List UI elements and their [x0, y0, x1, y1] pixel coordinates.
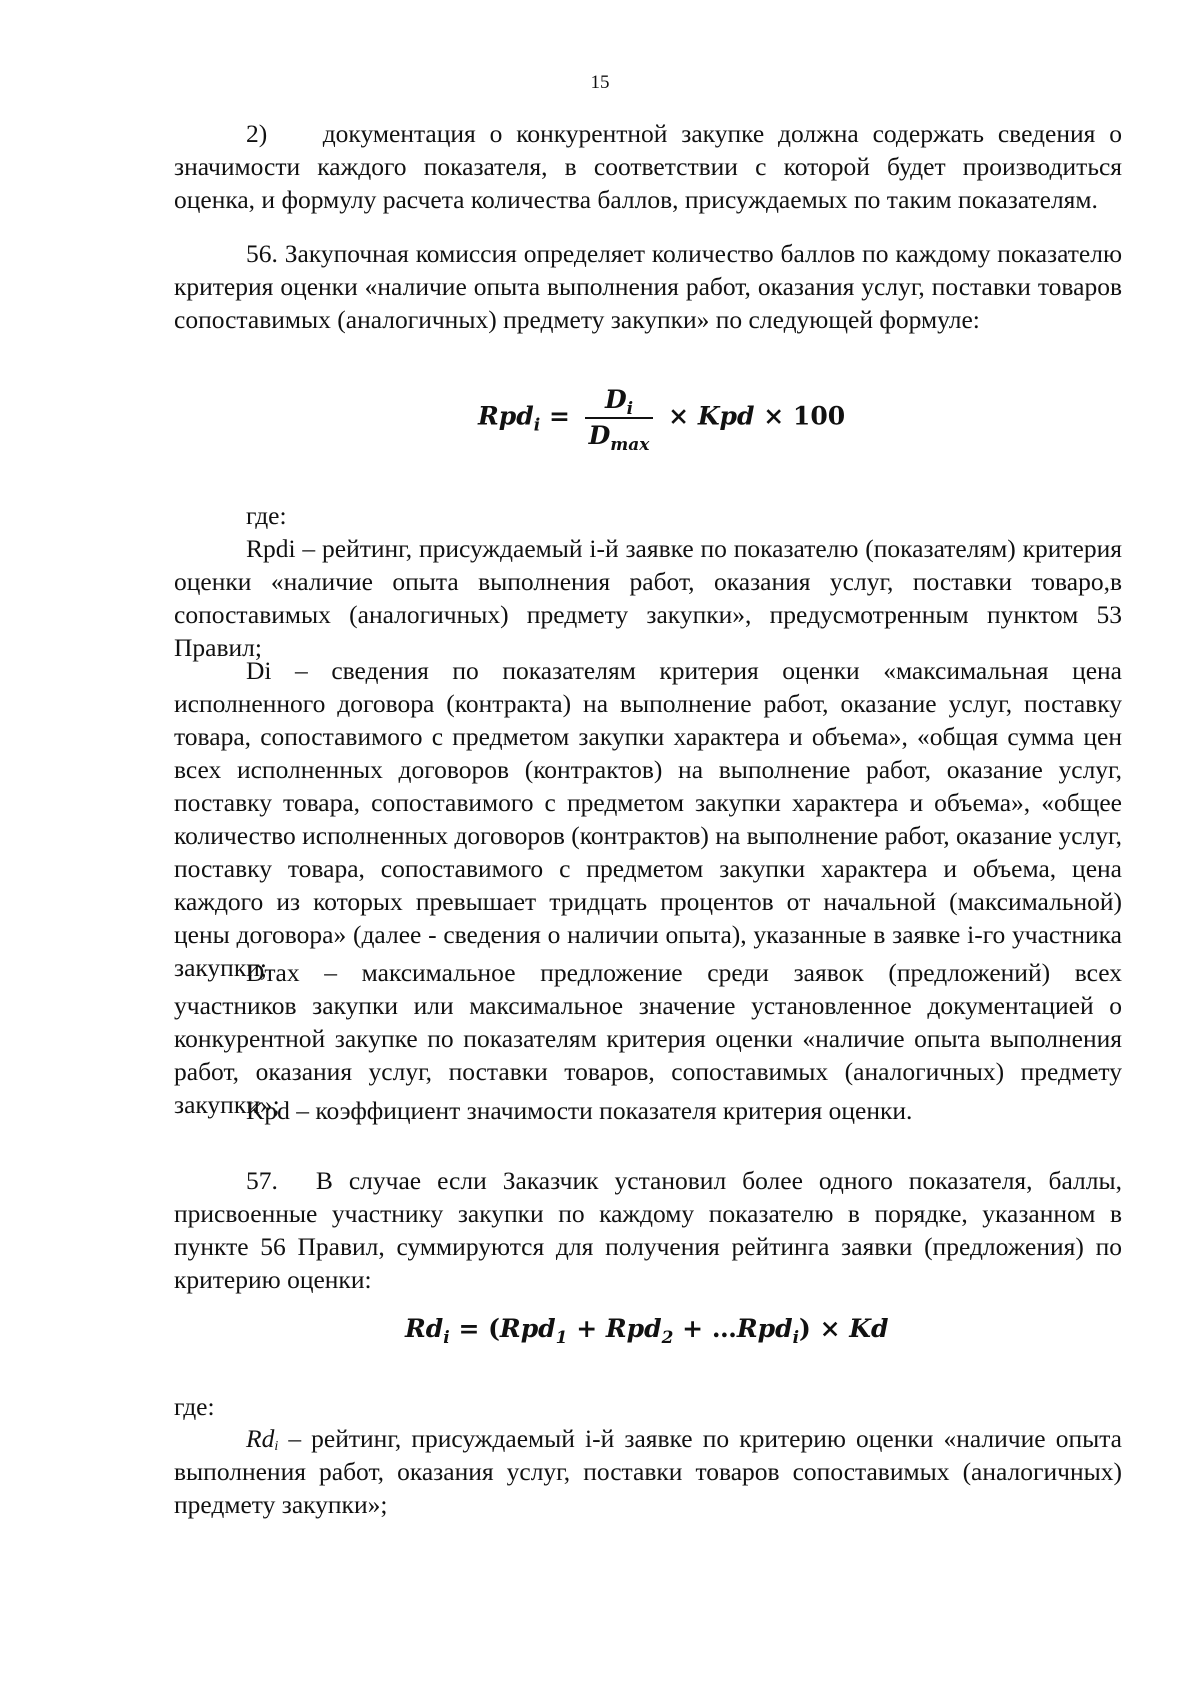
- label-gde-2: где:: [174, 1392, 215, 1421]
- label-gde-1: где:: [246, 501, 287, 530]
- formula-rd: $Rd_i = (Rpd_1 + Rpd_2$ + …Rpd$_i$) × Kd: [405, 1314, 889, 1348]
- paragraph-2: 2) документация о конкурентной закупке должна содержать сведения о значимости каждого показателя, в соответствии с которой будет производиться оценка, и формулу расчета количества баллов, присуждаемых по таким показателям.: [174, 119, 1122, 214]
- formula-rpd-kpd: Kpd: [697, 401, 755, 431]
- formula-rpd-eq: =: [548, 401, 570, 431]
- definition-rdi-symbol: Rd: [246, 1424, 275, 1453]
- page-number: 15: [590, 72, 610, 93]
- paragraph-57-text: В случае если Заказчик установил более одного показателя, баллы, присвоенные участнику закупки по каждому показателю в порядке, указанном в пункте 56 Правил, суммируются для получения рейтинга заявки (предложения) по критерию оценки:: [174, 1166, 1122, 1294]
- formula-rpd: [478, 385, 846, 455]
- formula-rpd-denominator: $D_{max}$: [588, 421, 650, 455]
- definition-rdi-text: – рейтинг, присуждаемый i-й заявке по критерию оценки «наличие опыта выполнения работ, оказания услуг, поставки товаров сопоставимых (аналогичных) предмету закупки»;: [174, 1424, 1122, 1519]
- formula-rpd-numerator: $D_i$: [585, 385, 654, 419]
- definition-rdi: $Rd_i$ – рейтинг, присуждаемый i-й заявке по критерию оценки «наличие опыта выполнения работ, оказания услуг, поставки товаров сопоставимых (аналогичных) предмету закупки»;: [174, 1424, 1122, 1519]
- formula-rpd-100: 100: [792, 401, 846, 431]
- paragraph-57: [174, 1164, 1122, 1296]
- formula-rpd-lhs: Rpd: [478, 401, 534, 431]
- formula-rpd-times-1: ×: [668, 401, 690, 431]
- paragraph-57-number: 57.: [246, 1166, 278, 1195]
- formula-rpd-fraction: [585, 385, 654, 455]
- definition-rpdi: Rpdi – рейтинг, присуждаемый i-й заявке по показателю (показателям) критерия оценки «наличие опыта выполнения работ, оказания услуг, поставки товаро,в сопоставимых (аналогичных) предмету закупки», предусмотренным пунктом 53 Правил;: [174, 534, 1122, 662]
- paragraph-56: 56. Закупочная комиссия определяет количество баллов по каждому показателю критерия оценки «наличие опыта выполнения работ, оказания услуг, поставки товаров сопоставимых (аналогичных) предмету закупки» по следующей формуле:: [174, 239, 1122, 334]
- definition-dmax: Dтax – максимальное предложение среди заявок (предложений) всех участников закупки или максимальное значение установленное документацией о конкурентной закупке по показателям критерия оценки «наличие опыта выполнения работ, оказания услуг, поставки товаров, сопоставимых (аналогичных) предмету закупки»;: [174, 958, 1122, 1119]
- formula-rpd-times-2: ×: [763, 401, 785, 431]
- definition-di: Di – сведения по показателям критерия оценки «максимальная цена исполненного договора (контракта) на выполнение работ, оказание услуг, поставку товара, сопоставимого с предметом закупки характера и объема», «общая сумма цен всех исполненных договоров (контрактов) на выполнение работ, оказание услуг, поставку товара, сопоставимого с предметом закупки характера и объема», «общее количество исполненных договоров (контрактов) на выполнение работ, оказание услуг, поставку товара, сопоставимого с предметом закупки характера и объема, цена каждого из которых превышает тридцать процентов от начальной (максимальной) цены договора» (далее - сведения о наличии опыта), указанные в заявке i-го участника закупки;: [174, 656, 1122, 982]
- formula-rpd-lhs-sub: i: [533, 415, 541, 436]
- definition-kpd: Kpd – коэффициент значимости показателя критерия оценки.: [246, 1096, 913, 1125]
